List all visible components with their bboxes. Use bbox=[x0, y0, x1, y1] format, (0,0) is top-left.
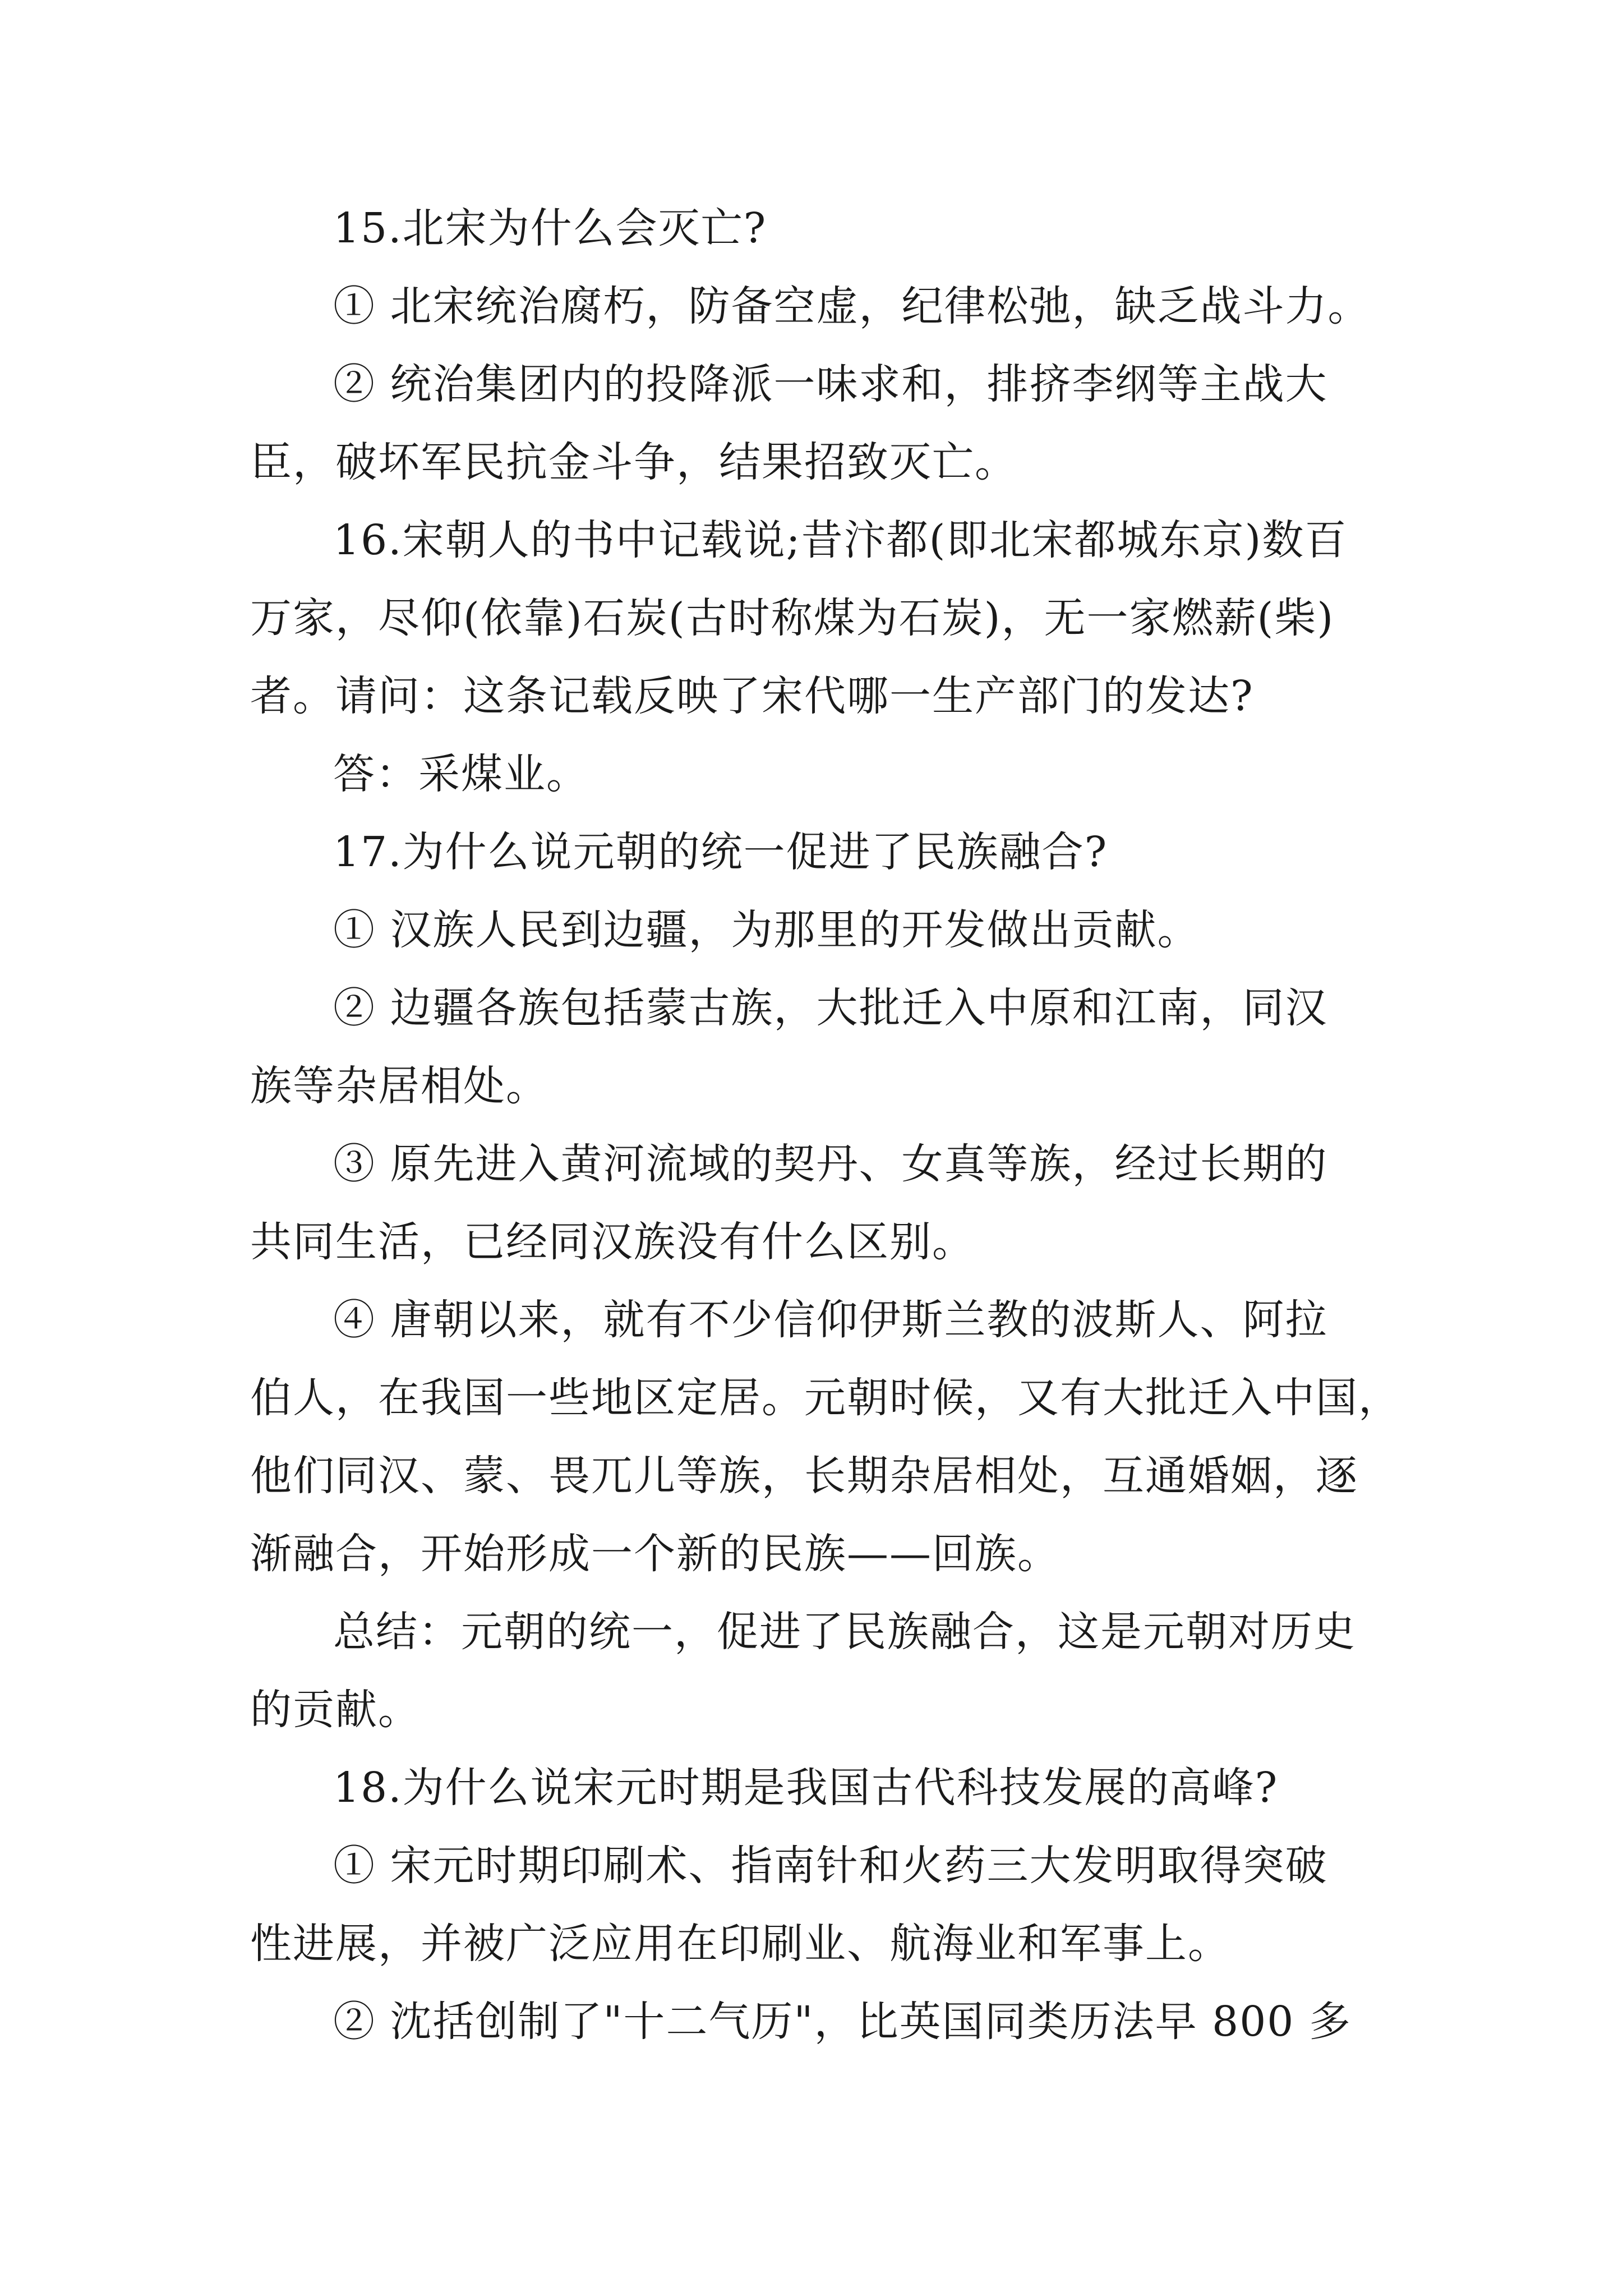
answer-17-point-4-cont-3: 渐融合，开始形成一个新的民族——回族。 bbox=[250, 1530, 1060, 1578]
question-15-title: 15.北宋为什么会灭亡? bbox=[333, 204, 767, 252]
answer-18-point-1: ① 宋元时期印刷术、指南针和火药三大发明取得突破 bbox=[333, 1842, 1328, 1890]
answer-17-summary-cont: 的贡献。 bbox=[250, 1686, 421, 1734]
answer-17-point-3-cont: 共同生活，已经同汉族没有什么区别。 bbox=[250, 1218, 975, 1266]
answer-18-point-1-cont: 性进展，并被广泛应用在印刷业、航海业和军事上。 bbox=[250, 1920, 1230, 1968]
answer-15-point-2: ② 统治集团内的投降派一味求和，排挤李纲等主战大 bbox=[333, 360, 1328, 408]
question-17-title: 17.为什么说元朝的统一促进了民族融合? bbox=[333, 828, 1108, 876]
answer-16: 答：采煤业。 bbox=[333, 750, 589, 798]
answer-17-point-4-cont-1: 伯人，在我国一些地区定居。元朝时候，又有大批迁入中国， bbox=[250, 1374, 1401, 1422]
answer-15-point-2-cont: 臣，破坏军民抗金斗争，结果招致灭亡。 bbox=[250, 438, 1017, 486]
answer-15-point-1: ① 北宋统治腐朽，防备空虚，纪律松弛，缺乏战斗力。 bbox=[333, 282, 1371, 330]
answer-17-point-4: ④ 唐朝以来，就有不少信仰伊斯兰教的波斯人、阿拉 bbox=[333, 1296, 1328, 1344]
answer-17-summary: 总结：元朝的统一，促进了民族融合，这是元朝对历史 bbox=[333, 1608, 1356, 1656]
document-page bbox=[250, 190, 1401, 2061]
question-16-title-cont-1: 万家，尽仰(依靠)石炭(古时称煤为石炭)，无一家燃薪(柴) bbox=[250, 594, 1335, 642]
answer-17-point-3: ③ 原先进入黄河流域的契丹、女真等族，经过长期的 bbox=[333, 1140, 1328, 1188]
question-16-title-cont-2: 者。请问：这条记载反映了宋代哪一生产部门的发达? bbox=[250, 672, 1254, 720]
answer-17-point-2-cont: 族等杂居相处。 bbox=[250, 1062, 548, 1110]
answer-17-point-1: ① 汉族人民到边疆，为那里的开发做出贡献。 bbox=[333, 906, 1200, 954]
answer-17-point-2: ② 边疆各族包括蒙古族，大批迁入中原和江南，同汉 bbox=[333, 984, 1328, 1032]
answer-18-point-2: ② 沈括创制了"十二气历"，比英国同类历法早 800 多 bbox=[333, 1998, 1352, 2046]
question-16-title: 16.宋朝人的书中记载说;昔汴都(即北宋都城东京)数百 bbox=[333, 516, 1348, 564]
question-18-title: 18.为什么说宋元时期是我国古代科技发展的高峰? bbox=[333, 1764, 1279, 1812]
answer-17-point-4-cont-2: 他们同汉、蒙、畏兀儿等族，长期杂居相处，互通婚姻，逐 bbox=[250, 1452, 1358, 1500]
